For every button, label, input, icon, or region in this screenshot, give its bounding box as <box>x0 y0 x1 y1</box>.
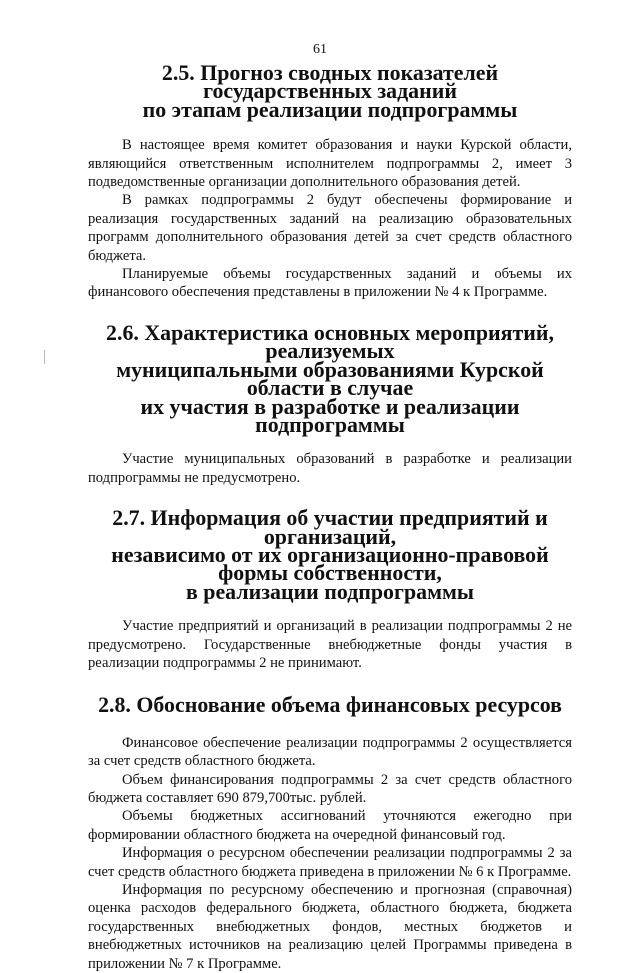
heading-line: муниципальными образованиями Курской области в случае <box>116 356 544 401</box>
section-2-7 <box>88 505 572 672</box>
section-2-6 <box>88 319 572 487</box>
paragraph: Информация по ресурсному обеспечению и прогнозная (справочная) оценка расходов федерального бюджета, областного бюджета, бюджета государственных внебюджетных фондов, местных бюджетов и внебюджетных источников на реализацию целей Программы приведена в приложении № 7 к Программе. <box>88 882 572 972</box>
section-2-6-heading <box>88 319 572 437</box>
paragraph: В рамках подпрограммы 2 будут обеспечены формирование и реализация государственных заданий на реализацию образовательных программ дополнительного образования детей за счет средств областного бюджета. <box>88 192 572 264</box>
heading-line: 2.6. Характеристика основных мероприятий, реализуемых <box>106 319 554 364</box>
paragraph: Информация о ресурсном обеспечении реализации подпрограммы 2 за счет средств областного бюджета приведена в приложении № 6 к Программе. <box>88 845 572 880</box>
heading-line: независимо от их организационно-правовой формы собственности, <box>111 541 549 586</box>
heading-line: 2.8. Обоснование объема финансовых ресурсов <box>98 692 562 718</box>
section-2-6-body <box>88 450 572 487</box>
paragraph: Финансовое обеспечение реализации подпрограммы 2 осуществляется за счет средств областного бюджета. <box>88 734 572 770</box>
paragraph: Участие муниципальных образований в разработке и реализации подпрограммы не предусмотрено. <box>88 451 572 486</box>
margin-scan-mark <box>44 350 45 364</box>
page-number: 61 <box>313 42 327 57</box>
heading-line: 2.7. Информация об участии предприятий и организаций, <box>112 505 548 549</box>
paragraph: Объем финансирования подпрограммы 2 за счет средств областного бюджета составляет 690 879,700тыс. рублей. <box>88 771 572 806</box>
paragraph: Участие предприятий и организаций в реализации подпрограммы 2 не предусмотрено. Государственные внебюджетные фонды участия в реализации подпрограммы 2 не принимают. <box>88 618 572 671</box>
section-2-5-body <box>88 136 572 302</box>
paragraph: Объемы бюджетных ассигнований уточняются ежегодно при формировании областного бюджета на очередной финансовый год. <box>88 808 572 843</box>
heading-line: 2.5. Прогноз сводных показателей государственных заданий <box>161 60 499 104</box>
section-2-5-heading <box>88 60 572 122</box>
heading-line: их участия в разработке и реализации подпрограммы <box>140 393 520 437</box>
document-body <box>88 60 572 973</box>
heading-line: по этапам реализации подпрограммы <box>142 96 518 122</box>
section-2-5 <box>88 60 572 302</box>
section-2-8-heading <box>88 692 572 718</box>
section-2-8 <box>88 692 572 973</box>
section-2-7-body <box>88 617 572 672</box>
paragraph: Планируемые объемы государственных заданий и объемы их финансового обеспечения представлены в приложении № 4 к Программе. <box>88 266 572 301</box>
section-2-8-body <box>88 734 572 973</box>
section-2-7-heading <box>88 505 572 604</box>
heading-line: в реализации подпрограммы <box>186 578 474 604</box>
paragraph: В настоящее время комитет образования и науки Курской области, являющийся ответственным исполнителем подпрограммы 2, имеет 3 подведомственные организации дополнительного образования детей. <box>88 137 572 191</box>
